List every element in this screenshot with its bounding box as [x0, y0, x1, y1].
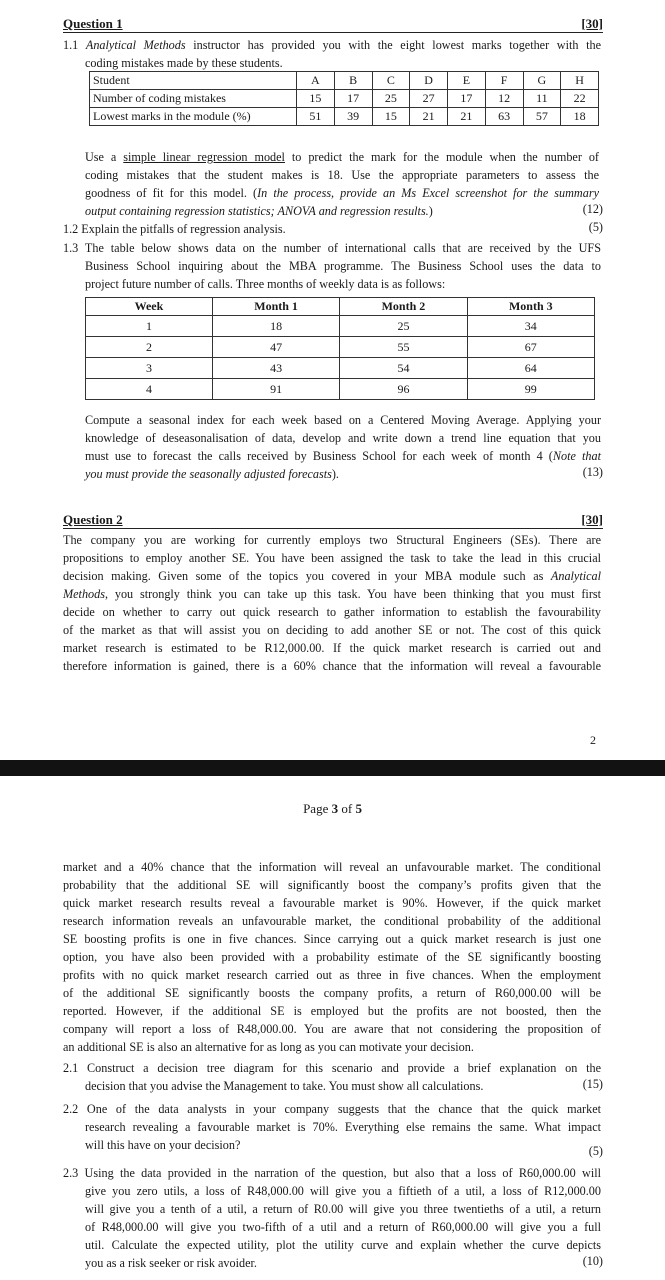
table-cell: Month 2: [340, 298, 467, 316]
text-run: ).: [331, 467, 339, 481]
q2-line-7: market research is estimated to be R12,000.00. If the quick market research is carried out and: [63, 641, 601, 655]
question-2-marks: [30]: [581, 512, 603, 527]
table-cell: 25: [372, 90, 410, 108]
table-cell: 15: [297, 90, 335, 108]
table-cell: 54: [340, 358, 467, 379]
italic-text: Note that: [552, 449, 601, 463]
q2-cont-line-3: quick market research results reveal a favourable market is 90%. However, if the quick market: [63, 896, 601, 910]
q1-2-marks: (5): [588, 220, 603, 234]
q1-1b-line-1: [85, 148, 599, 166]
q1-3b-line-3: [85, 447, 601, 465]
underlined-term: simple linear regression model: [123, 150, 285, 164]
table-cell: 34: [467, 316, 594, 337]
q2-3-line-2: give you zero utils, a loss of R48,000.00 will give you a fiftieth of a util, a loss of R12,000.00: [85, 1184, 601, 1198]
table-cell: 2: [86, 337, 213, 358]
table-cell: 17: [334, 90, 372, 108]
table-cell: 17: [448, 90, 486, 108]
table-cell: 91: [212, 379, 339, 400]
table-cell: H: [561, 72, 599, 90]
table-cell: G: [523, 72, 561, 90]
table-cell: F: [485, 72, 523, 90]
table-cell: 18: [212, 316, 339, 337]
text-run: ): [428, 204, 433, 218]
q2-cont-line-8: of the additional SE significantly boosts the company profits, a return of R60,000.00 will be: [63, 986, 601, 1000]
question-2-rule: [63, 528, 603, 529]
question-2-header: [63, 512, 603, 528]
table-cell: 11: [523, 90, 561, 108]
q1-1-text: instructor has provided you with the eight lowest marks together with the: [185, 38, 602, 52]
table-cell: Month 1: [212, 298, 339, 316]
text-run: decision making. Given some of the topics you covered in your MBA module such as: [63, 569, 551, 583]
q1-3b-line-2: knowledge of deseasonalisation of data, develop and write down a trend line equation that you: [85, 431, 601, 445]
table-cell: C: [372, 72, 410, 90]
table-cell: 25: [340, 316, 467, 337]
q2-2-line-1: 2.2 One of the data analysts in your company suggests that the chance that the quick market: [63, 1102, 601, 1116]
q1-3-line-1: 1.3 The table below shows data on the number of international calls that are received by the UFS: [63, 241, 601, 255]
table-cell: 1: [86, 316, 213, 337]
q2-cont-line-9: reported. However, if the additional SE is employed but the profits are not boosted, then the: [63, 1004, 601, 1018]
q1-1-line-2: coding mistakes made by these students.: [85, 56, 283, 70]
q1-3b-line-4: [85, 465, 535, 483]
q2-line-4: Methods, you strongly think you can take up this task. You have been thinking that you must first: [63, 587, 602, 601]
q2-cont-line-5: SE boosting profits is one in five chances. Since carrying out a quick market research is just one: [63, 932, 601, 946]
q1-1b-line-4: [85, 202, 599, 220]
q1-1b-line-3: [85, 184, 599, 202]
q2-cont-line-10: company will report a loss of R48,000.00. You are aware that not considering the proposition of: [63, 1022, 601, 1036]
text-run: Page: [303, 801, 332, 816]
table-cell: 63: [485, 108, 523, 126]
q2-2-line-2: research revealing a favourable market is 70%. Everything else remains the same. What impact: [85, 1120, 601, 1134]
text-run: Use a: [85, 150, 124, 164]
weekly-calls-table: [85, 297, 595, 400]
q1-3b-line-1: Compute a seasonal index for each week based on a Centered Moving Average. Applying your: [85, 413, 601, 427]
text-run: must use to forecast the calls received by Business School for each week of month 4 (: [85, 449, 553, 463]
text-run: to predict the mark for the module when the number of: [284, 150, 599, 164]
table-row: [86, 316, 595, 337]
q2-cont-line-1: market and a 40% chance that the information will reveal an unfavourable market. The conditional: [63, 860, 601, 874]
q1-3-line-2: Business School inquiring about the MBA programme. The Business School uses the data to: [85, 259, 601, 273]
page-current: 3: [331, 801, 339, 816]
italic-text: output containing regression statistics; ANOVA and regression results.: [85, 204, 429, 218]
q2-3-line-6: you as a risk seeker or risk avoider.: [85, 1256, 257, 1270]
table-row: [86, 379, 595, 400]
q2-3-line-4: of R48,000.00 will give you two-fifth of a util and a return of R60,000.00 will give you a full: [85, 1220, 601, 1234]
table-cell: Week: [86, 298, 213, 316]
question-1-marks: [30]: [581, 16, 603, 31]
table-header-row: [90, 72, 599, 90]
q2-1-marks: (15): [582, 1077, 603, 1091]
q1-1-line-1: [63, 36, 601, 54]
q2-2-marks: (5): [588, 1144, 603, 1158]
q1-1-marks: (12): [582, 202, 603, 216]
table-header-row: [86, 298, 595, 316]
question-1-header: [63, 16, 603, 32]
q2-3-line-3: will give you a tenth of a util, a return of R0.00 will give you three twentieths of a util, a return: [85, 1202, 601, 1216]
document-page-3: [0, 776, 665, 1280]
page-number: 2: [590, 733, 596, 747]
table-cell: Lowest marks in the module (%): [90, 108, 297, 126]
table-cell: 22: [561, 90, 599, 108]
q2-3-marks: (10): [582, 1254, 603, 1268]
table-cell: Student: [90, 72, 297, 90]
table-cell: 57: [523, 108, 561, 126]
q2-cont-line-11: an additional SE is also an alternative for as long as you can motivate your decision.: [63, 1040, 474, 1054]
q2-cont-line-4: research information reveals an unfavourable market, the conditional probability of the additional: [63, 914, 601, 928]
table-cell: 12: [485, 90, 523, 108]
text-run: goodness of fit for this model. (: [85, 186, 258, 200]
question-2-title: Question 2: [63, 512, 123, 527]
table-cell: 67: [467, 337, 594, 358]
table-cell: Number of coding mistakes: [90, 90, 297, 108]
table-cell: 99: [467, 379, 594, 400]
q2-line-8: therefore information is gained, there is a 60% chance that the information will reveal a favourable: [63, 659, 601, 673]
q1-1-number: 1.1: [63, 38, 79, 52]
table-row: [90, 108, 599, 126]
text-run: of: [338, 801, 356, 816]
table-cell: 51: [297, 108, 335, 126]
q1-2-line: 1.2 Explain the pitfalls of regression analysis.: [63, 222, 286, 236]
q2-line-6: of the market as that will assist you on deciding to add another SE or not. The cost of this quick: [63, 623, 601, 637]
question-1-title: Question 1: [63, 16, 123, 31]
table-row: [86, 358, 595, 379]
q1-3-marks: (13): [582, 465, 603, 479]
text-run: you strongly think you can take up this task. You have been thinking that you must first: [114, 587, 602, 601]
page-total: 5: [355, 801, 362, 816]
table-row: [86, 337, 595, 358]
table-cell: 3: [86, 358, 213, 379]
table-cell: 21: [448, 108, 486, 126]
table-cell: E: [448, 72, 486, 90]
table-cell: A: [297, 72, 335, 90]
q2-line-2: propositions to employ another SE. You have been assigned the task to take the lead in this crucial: [63, 551, 601, 565]
q2-cont-line-7: profits with no quick market research carried out as three in five chances. When the employment: [63, 968, 601, 982]
table-cell: 43: [212, 358, 339, 379]
italic-text: Analytical: [550, 569, 601, 583]
page-separator: [0, 760, 665, 776]
italic-text: Methods: [63, 587, 105, 601]
q2-cont-line-2: probability that the additional SE will significantly boost the company’s profits given that the: [63, 878, 601, 892]
page-header: [0, 801, 665, 817]
q1-1b-line-2: coding mistakes that the student makes is 18. Use the appropriate parameters to assess the: [85, 168, 599, 182]
q2-1-line-1: 2.1 Construct a decision tree diagram for this scenario and provide a brief explanation on the: [63, 1061, 601, 1075]
table-cell: 64: [467, 358, 594, 379]
table-cell: 96: [340, 379, 467, 400]
q2-line-5: decide on whether to carry out quick research to gather information to establish the favourability: [63, 605, 601, 619]
q2-line-3: [63, 567, 601, 585]
table-cell: 15: [372, 108, 410, 126]
coding-mistakes-table: [89, 71, 599, 126]
table-cell: 47: [212, 337, 339, 358]
q2-cont-line-6: option, you have also been provided with a probability estimate of the SE significantly boosting: [63, 950, 601, 964]
q2-3-line-5: util. Calculate the expected utility, plot the utility curve and explain whether the curve depicts: [85, 1238, 601, 1252]
q2-line-1: The company you are working for currently employs two Structural Engineers (SEs). There are: [63, 533, 601, 547]
table-cell: 21: [410, 108, 448, 126]
table-cell: Month 3: [467, 298, 594, 316]
q1-3-line-3: project future number of calls. Three months of weekly data is as follows:: [85, 277, 446, 291]
q1-1-emphasis: Analytical Methods: [85, 38, 186, 52]
table-cell: 39: [334, 108, 372, 126]
table-row: [90, 90, 599, 108]
italic-text: you must provide the seasonally adjusted forecasts: [85, 467, 332, 481]
q2-3-line-1: 2.3 Using the data provided in the narration of the question, but also that a loss of R60,000.00 will: [63, 1166, 601, 1180]
question-1-rule: [63, 32, 603, 33]
table-cell: 27: [410, 90, 448, 108]
table-cell: D: [410, 72, 448, 90]
table-cell: 55: [340, 337, 467, 358]
q2-1-line-2: decision that you advise the Management to take. You must show all calculations.: [85, 1079, 484, 1093]
table-cell: 18: [561, 108, 599, 126]
italic-text: In the process, provide an Ms Excel screenshot for the summary: [257, 186, 599, 200]
table-cell: 4: [86, 379, 213, 400]
q2-2-line-3: will this have on your decision?: [85, 1138, 241, 1152]
table-cell: B: [334, 72, 372, 90]
